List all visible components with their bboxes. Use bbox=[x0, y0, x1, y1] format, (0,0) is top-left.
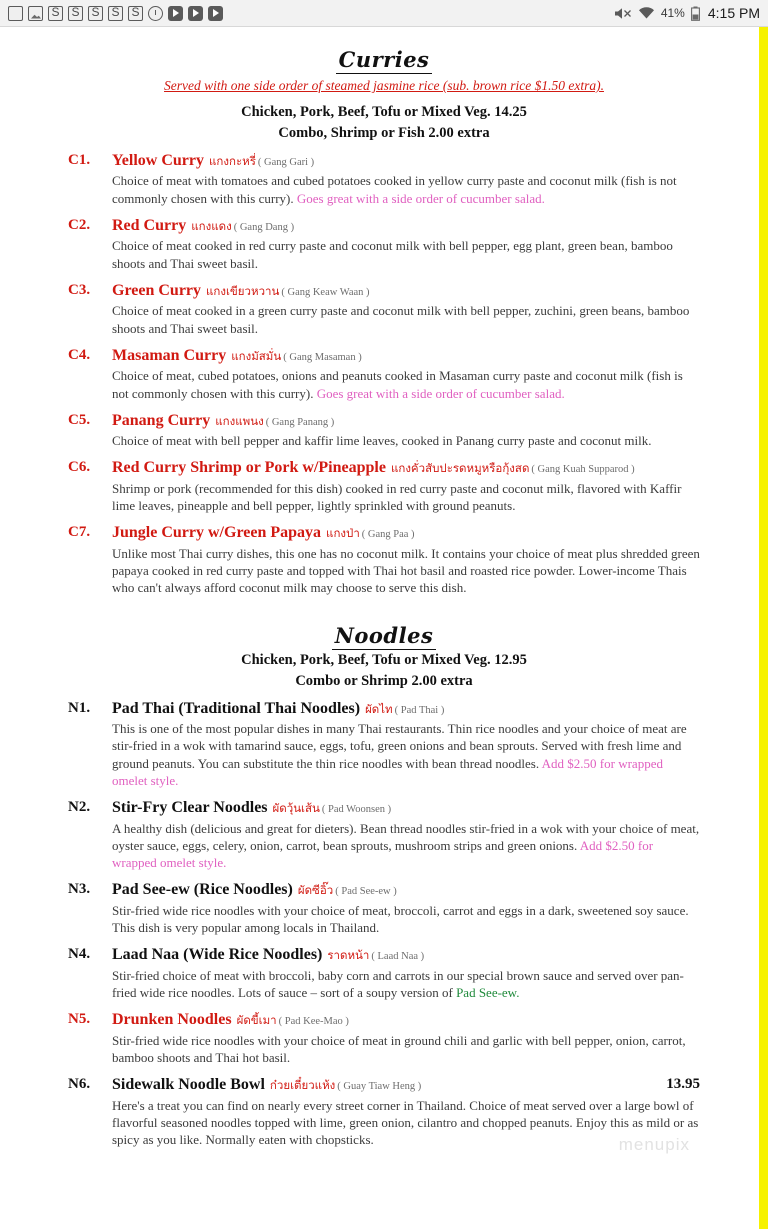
menu-item-transliteration: ( Gang Dang ) bbox=[233, 221, 295, 233]
menu-item-heading bbox=[112, 700, 700, 718]
menu-item-transliteration: ( Pad Kee-Mao ) bbox=[278, 1016, 349, 1028]
menu-item-description bbox=[112, 902, 700, 937]
menu-item-thai-name: แกงมัสมั่น bbox=[231, 350, 282, 363]
menu-item-description-highlight: Goes great with a side order of cucumber salad. bbox=[316, 385, 565, 401]
menu-item-heading bbox=[112, 946, 700, 964]
menu-item bbox=[68, 282, 700, 337]
menu-item-code: C6. bbox=[68, 459, 91, 476]
curries-title-text: Curries bbox=[336, 47, 433, 74]
clock-label: 4:15 PM bbox=[707, 5, 760, 21]
menu-item-description-text: Here's a treat you can find on nearly every street corner in Thailand. Choice of meat served over a large bowl of flavorful seasoned noodles topped with lime, green onion, cilantro and chopped peanuts. Enjoy this as mild or as spicy as you like. Normally eaten with chopsticks. bbox=[112, 1097, 699, 1148]
menu-item-description-text: Choice of meat, cubed potatoes, onions and peanuts cooked in Masaman curry paste and coconut milk (fish is not commonly chosen with this curry). bbox=[112, 368, 683, 401]
mute-icon bbox=[614, 6, 632, 21]
menu-item-transliteration: ( Pad See-ew ) bbox=[335, 886, 397, 898]
menu-item-thai-name: ก๋วยเตี๋ยวแห้ง bbox=[269, 1080, 336, 1093]
menu-item bbox=[68, 217, 700, 272]
menu-item-transliteration: ( Gang Keaw Waan ) bbox=[281, 286, 370, 298]
sd-card-icon bbox=[8, 6, 23, 21]
menu-item-transliteration: ( Guay Tiaw Heng ) bbox=[337, 1081, 422, 1093]
menu-item-description-highlight: Add $2.50 for wrapped omelet style. bbox=[112, 837, 654, 871]
menu-item-code: C1. bbox=[68, 152, 91, 168]
menu-item-description bbox=[112, 820, 700, 872]
menu-item-heading bbox=[112, 799, 700, 817]
menu-item-description bbox=[112, 967, 700, 1002]
menu-item-code: C3. bbox=[68, 281, 91, 298]
menu-item-description-text: Choice of meat with tomatoes and cubed potatoes cooked in yellow curry paste and coconut milk (fish is not commonly chosen with this curry). bbox=[112, 173, 677, 206]
menu-item-name: Sidewalk Noodle Bowl bbox=[112, 1076, 265, 1094]
menu-item-transliteration: ( Pad Thai ) bbox=[394, 704, 445, 716]
menu-item-code: C4. bbox=[68, 346, 91, 363]
image-icon bbox=[28, 6, 43, 21]
play-icon-3 bbox=[208, 6, 223, 21]
noodles-item-list bbox=[68, 700, 700, 1149]
menu-item-name: Laad Naa (Wide Rice Noodles) bbox=[112, 946, 323, 964]
menu-item-heading bbox=[112, 152, 700, 170]
menu-item-description bbox=[112, 480, 700, 515]
menu-item-heading bbox=[112, 1076, 700, 1094]
menu-item-thai-name: แกงแพนง bbox=[215, 415, 264, 428]
menu-item-name: Red Curry Shrimp or Pork w/Pineapple bbox=[112, 459, 386, 477]
menu-item-heading bbox=[112, 881, 700, 899]
menu-item-description-text: Choice of meat cooked in a green curry paste and coconut milk with bell pepper, zuchini, green beans, bamboo shoots and Thai sweet basil. bbox=[112, 303, 690, 336]
menu-item-transliteration: ( Pad Woonsen ) bbox=[321, 804, 392, 816]
menu-item-description bbox=[112, 367, 700, 402]
curries-item-list bbox=[68, 152, 700, 597]
menu-item-description bbox=[112, 1032, 700, 1067]
menu-item bbox=[68, 524, 700, 596]
menu-item bbox=[68, 412, 700, 450]
status-bar-right-icons bbox=[614, 5, 760, 21]
menu-item-code: N5. bbox=[68, 1011, 91, 1028]
dollar-icon-1 bbox=[48, 6, 63, 21]
menu-item-name: Masaman Curry bbox=[112, 346, 227, 364]
page-edge-strip bbox=[759, 27, 768, 1229]
menu-item-heading bbox=[112, 217, 700, 235]
menu-item-description bbox=[112, 545, 700, 597]
menu-item-code: C2. bbox=[68, 216, 91, 233]
dollar-icon-3 bbox=[88, 6, 103, 21]
menu-item-thai-name: แกงเขียวหวาน bbox=[206, 285, 280, 298]
menu-item-heading bbox=[112, 412, 700, 430]
menu-item-name: Pad See-ew (Rice Noodles) bbox=[112, 881, 293, 899]
curries-price-line-2: Combo, Shrimp or Fish 2.00 extra bbox=[278, 125, 490, 141]
menu-item bbox=[68, 459, 700, 514]
menu-item-description bbox=[112, 172, 700, 207]
menu-item bbox=[68, 700, 700, 790]
menu-item-description bbox=[112, 302, 700, 337]
menu-item-name: Stir-Fry Clear Noodles bbox=[112, 799, 268, 817]
noodles-price-line-1: Chicken, Pork, Beef, Tofu or Mixed Veg. 12.95 bbox=[241, 651, 527, 668]
watermark: menupix bbox=[618, 1135, 690, 1154]
menu-item-thai-name: ผัดขี้เมา bbox=[236, 1015, 277, 1028]
battery-icon bbox=[691, 6, 700, 21]
menu-item-description-text: A healthy dish (delicious and great for dieters). Bean thread noodles stir-fried in a wok with your choice of meat, oyster sauce, eggs, celery, onion, carrot, bean sprouts, mushroom strips and green onions. bbox=[112, 820, 700, 853]
menu-item bbox=[68, 946, 700, 1001]
menu-item-description bbox=[112, 237, 700, 272]
dollar-icon-2 bbox=[68, 6, 83, 21]
menu-item bbox=[68, 881, 700, 936]
menu-item-heading bbox=[112, 1011, 700, 1029]
menu-item-name: Yellow Curry bbox=[112, 152, 204, 169]
menu-item-price: 13.95 bbox=[666, 1076, 700, 1093]
curries-price-line-1: Chicken, Pork, Beef, Tofu or Mixed Veg. 14.25 bbox=[241, 104, 527, 120]
menu-item-description-highlight: Goes great with a side order of cucumber salad. bbox=[296, 190, 545, 206]
menu-item-code: N1. bbox=[68, 699, 91, 716]
menu-item-heading bbox=[112, 347, 700, 365]
wifi-icon bbox=[638, 6, 655, 20]
curries-section-title bbox=[68, 47, 700, 72]
menu-item-description-text: This is one of the most popular dishes in many Thai restaurants. Thin rice noodles and your choice of meat are stir-fried in a wok with tamarind sauce, eggs, tofu, green onions and bean sprouts. Served with fresh lime and ground peanuts. You can substitute the thin rice noodles with bean thread noodles. bbox=[112, 721, 687, 771]
menu-item-code: N2. bbox=[68, 799, 91, 816]
menu-item-description-text: Choice of meat with bell pepper and kaffir lime leaves, cooked in Panang curry paste and coconut milk. bbox=[112, 433, 652, 449]
menu-item-name: Green Curry bbox=[112, 281, 202, 299]
menu-item-name: Panang Curry bbox=[112, 411, 211, 429]
dollar-icon-5 bbox=[128, 6, 143, 21]
menu-item-thai-name: แกงแดง bbox=[191, 220, 232, 233]
noodles-title-text: Noodles bbox=[332, 623, 437, 650]
menu-item-transliteration: ( Laad Naa ) bbox=[371, 951, 425, 963]
menu-item-code: C7. bbox=[68, 524, 91, 541]
play-icon-1 bbox=[168, 6, 183, 21]
noodles-section-title bbox=[68, 623, 700, 648]
menu-item bbox=[68, 1011, 700, 1066]
menu-item-description-text: Choice of meat cooked in red curry paste and coconut milk with bell pepper, egg plant, green bean, bamboo shoots and Thai sweet basil. bbox=[112, 238, 673, 271]
menu-item-code: N4. bbox=[68, 946, 91, 963]
menu-item bbox=[68, 799, 700, 871]
menu-item-thai-name: ราดหน้า bbox=[327, 950, 370, 963]
menu-item-code: C5. bbox=[68, 411, 91, 428]
menu-item-heading bbox=[112, 524, 700, 542]
menu-item-code: N6. bbox=[68, 1076, 91, 1093]
menu-item-description-text: Unlike most Thai curry dishes, this one has no coconut milk. It contains your choice of meat plus shredded green papaya cooked in red curry paste and topped with Thai hot basil and roasted rice powder. Lower-income Thais who can't always afford coconut milk may choose to serve this dish. bbox=[112, 545, 700, 596]
clock-icon bbox=[148, 6, 163, 21]
menu-item-transliteration: ( Gang Kuah Supparod ) bbox=[531, 464, 635, 476]
menu-item-name: Pad Thai (Traditional Thai Noodles) bbox=[112, 699, 361, 717]
menu-item-description-reference: Pad See-ew. bbox=[456, 985, 520, 1001]
menu-item-thai-name: ผัดวุ้นเส้น bbox=[272, 803, 320, 816]
menu-item-description bbox=[112, 1097, 700, 1149]
menu-item-name: Jungle Curry w/Green Papaya bbox=[112, 524, 322, 542]
menu-item bbox=[68, 347, 700, 402]
noodles-price-line-2: Combo or Shrimp 2.00 extra bbox=[295, 672, 473, 689]
menu-page bbox=[0, 27, 768, 1229]
menu-item-heading bbox=[112, 459, 700, 477]
menu-item-description-text: Stir-fried wide rice noodles with your choice of meat, broccoli, carrot and eggs in a dark, sweetened soy sauce. This dish is very popular among locals in Thailand. bbox=[112, 902, 689, 936]
menu-item-thai-name: ผัดไท bbox=[365, 703, 393, 716]
menu-item-description-text: Shrimp or pork (recommended for this dish) cooked in red curry paste and coconut milk, flavored with Kaffir lime leaves, pineapple and bell pepper, lightly sprinkled with ground peanuts. bbox=[112, 480, 682, 514]
menu-item-transliteration: ( Gang Gari ) bbox=[257, 157, 315, 168]
menu-item-transliteration: ( Gang Masaman ) bbox=[283, 351, 362, 363]
menu-item-description-text: Stir-fried choice of meat with broccoli, baby corn and carrots in our special brown sauce and served over pan-fried wide rice noodles. Lots of sauce – sort of a soupy version of bbox=[112, 967, 684, 1001]
status-bar-left-icons bbox=[8, 6, 614, 21]
menu-item-thai-name: แกงป่า bbox=[326, 528, 360, 541]
menu-item-thai-name: แกงกะหรี่ bbox=[208, 156, 256, 168]
menu-item-description bbox=[112, 432, 700, 449]
menu-item-transliteration: ( Gang Paa ) bbox=[361, 529, 415, 541]
menu-item-name: Drunken Noodles bbox=[112, 1011, 232, 1029]
menu-item bbox=[68, 152, 700, 207]
menu-item-code: N3. bbox=[68, 881, 91, 898]
curries-rice-note: Served with one side order of steamed jasmine rice (sub. brown rice $1.50 extra). bbox=[164, 78, 604, 93]
dollar-icon-4 bbox=[108, 6, 123, 21]
menu-item-transliteration: ( Gang Panang ) bbox=[265, 416, 335, 428]
status-bar bbox=[0, 0, 768, 27]
menu-item-description-highlight: Add $2.50 for wrapped omelet style. bbox=[112, 755, 663, 788]
menu-item-description-text: Stir-fried wide rice noodles with your choice of meat in ground chili and garlic with bell pepper, onion, carrot, bamboo shoots and Thai hot basil. bbox=[112, 1032, 686, 1065]
menu-item bbox=[68, 1076, 700, 1148]
battery-percent-label: 41% bbox=[660, 6, 685, 20]
menu-item-thai-name: แกงคั่วสับปะรดหมูหรือกุ้งสด bbox=[390, 463, 530, 476]
menu-item-name: Red Curry bbox=[112, 216, 187, 234]
menu-item-description bbox=[112, 720, 700, 789]
menu-item-heading bbox=[112, 282, 700, 300]
menu-item-thai-name: ผัดซีอิ๊ว bbox=[297, 885, 334, 898]
play-icon-2 bbox=[188, 6, 203, 21]
